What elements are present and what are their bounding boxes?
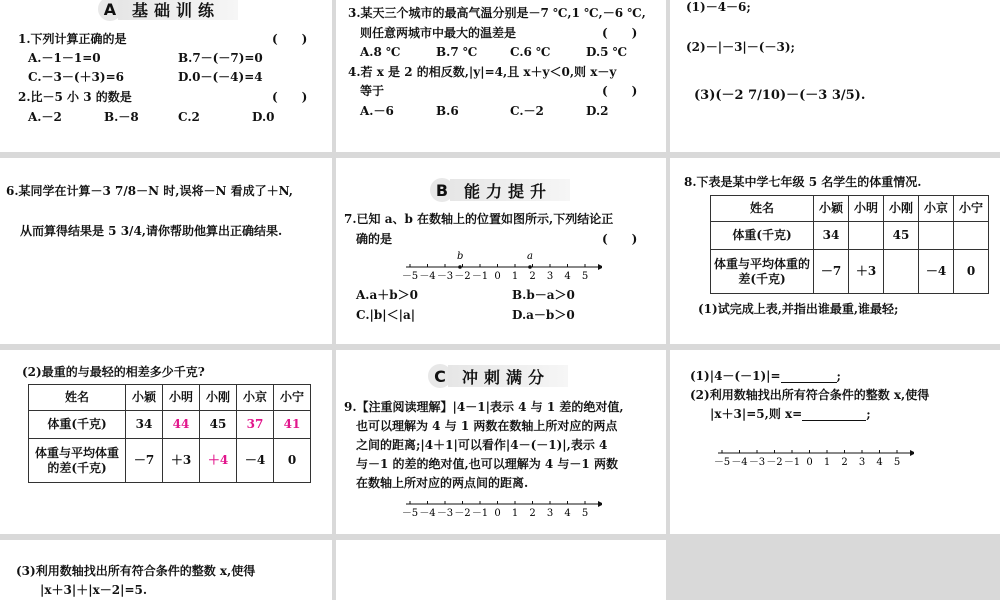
tick-label: 5 [581,508,589,519]
tick-label: －4 [731,457,748,468]
table-header-cell: 小京 [919,196,954,222]
answer-cell: ＋4 [200,439,237,483]
table-cell: －7 [126,439,163,483]
tick-label: 2 [529,271,536,282]
question-9-part-1-text: (1)|4－(－1)|= [690,369,781,383]
option-b: B.7－(－7)=0 [178,51,263,65]
panel-question-6 [0,158,332,344]
weight-table-answered [28,384,311,483]
section-badge: C [428,364,452,388]
panel-basic-training [0,0,332,152]
section-title: 基础训练 [118,0,238,20]
table-header-cell: 小明 [163,385,200,411]
option-b: B.b－a＞0 [512,288,575,302]
section-badge: B [430,178,454,202]
tick-label: －3 [436,271,454,282]
tick-label: －4 [419,271,436,282]
question-4-line-2: 等于 [360,84,385,98]
section-a-header [98,0,238,21]
question-9-part-1 [690,369,841,383]
row-label: 体重(千克) [711,222,814,250]
point-a [528,265,532,269]
table-cell: －4 [919,250,954,294]
question-8-part-1: (1)试完成上表,并指出谁最重,谁最轻; [698,302,899,316]
tick-label: －5 [714,457,731,468]
option-b: B.7 ℃ [436,45,478,59]
question-9-line-4: 与－1 的差的绝对值,也可以理解为 4 与－1 两数 [356,457,618,471]
question-1: 1.下列计算正确的是 [18,32,127,46]
table-cell: 0 [954,250,989,294]
panel-question-8 [670,158,1000,344]
tick-label: 0 [806,457,813,468]
option-c: C.－2 [510,104,544,118]
answer-blank[interactable] [781,382,837,383]
tick-label: －5 [402,508,419,519]
table-cell: 45 [884,222,919,250]
tick-label: 1 [511,271,519,282]
table-cell: －7 [814,250,849,294]
table-header-cell: 小刚 [884,196,919,222]
panel-calculations [670,0,1000,152]
answer-paren: ( ) [272,90,308,104]
tick-label: －2 [766,457,783,468]
answer-paren: ( ) [602,84,638,98]
answer-paren: ( ) [602,26,638,40]
table-cell [954,222,989,250]
panel-sprint [336,350,666,534]
table-header-cell: 小宁 [954,196,989,222]
question-2: 2.比－5 小 3 的数是 [18,90,132,104]
tick-label: －1 [783,457,801,468]
table-cell: ＋3 [849,250,884,294]
table-header-cell: 小宁 [274,385,311,411]
weight-table [710,195,989,294]
label-b: b [457,251,464,262]
table-cell: 0 [274,439,311,483]
panel-questions-3-4 [336,0,666,152]
tick-label: 4 [564,271,571,282]
question-7-line-2: 确的是 [356,232,393,246]
panel-question-9-parts [670,350,1000,534]
tick-label: 0 [494,508,501,519]
option-d: D.0 [252,110,275,124]
table-cell: 34 [126,411,163,439]
panel-blank [336,540,666,600]
question-9-line-5: 在数轴上所对应的两点间的距离. [356,476,529,490]
tick-label: －2 [454,271,471,282]
option-d: D.5 ℃ [586,45,628,59]
option-a: A.－1－1=0 [28,51,101,65]
tick-label: 3 [546,271,554,282]
tick-label: －5 [402,271,419,282]
answer-blank[interactable] [802,420,866,421]
tick-label: 4 [876,457,883,468]
question-3-line-2: 则任意两城市中最大的温差是 [360,26,517,40]
tick-label: 3 [546,508,554,519]
section-title: 能力提升 [450,179,570,201]
row-label: 体重与平均体重的差(千克) [711,250,814,294]
row-label: 体重与平均体重的差(千克) [29,439,126,483]
number-line-q7 [402,246,602,286]
table-cell: －4 [237,439,274,483]
table-header-cell: 姓名 [711,196,814,222]
option-a: A.－2 [28,110,62,124]
option-b: B.－8 [104,110,139,124]
section-c-header [428,364,568,388]
option-d: D.2 [586,104,609,118]
number-line-q9 [402,494,602,524]
option-d: D.0－(－4)=4 [178,70,263,84]
question-9-line-3: 之间的距离;|4＋1|可以看作|4－(－1)|,表示 4 [356,438,608,452]
question-4-line-1: 4.若 x 是 2 的相反数,|y|=4,且 x＋y＜0,则 x－y [348,65,617,79]
answer-paren: ( ) [602,232,638,246]
calculation-3: (3)(－2 7/10)－(－3 3/5). [694,88,866,103]
tick-label: 2 [529,508,536,519]
question-8-part-2: (2)最重的与最轻的相差多少千克? [22,365,205,379]
tick-label: －2 [454,508,471,519]
table-cell: 34 [814,222,849,250]
tick-label: 4 [564,508,571,519]
question-9-line-1: 9.【注重阅读理解】|4－1|表示 4 与 1 差的绝对值, [344,400,624,414]
section-b-header [430,178,570,202]
option-c: C.6 ℃ [510,45,551,59]
table-header-cell: 小明 [849,196,884,222]
option-a: A.－6 [360,104,394,118]
punctuation: ; [866,407,871,421]
table-cell [919,222,954,250]
row-label: 体重(千克) [29,411,126,439]
punctuation: ; [836,369,841,383]
tick-label: 0 [494,271,501,282]
number-line-q9-2 [714,443,914,473]
answer-cell: 44 [163,411,200,439]
table-cell [884,250,919,294]
option-b: B.6 [436,104,459,118]
question-9-part-2-line-1: (2)利用数轴找出所有符合条件的整数 x,使得 [690,388,930,402]
answer-paren: ( ) [272,32,308,46]
question-9-part-3-line-2: |x＋3|＋|x－2|=5. [40,583,148,597]
option-c: C.|b|＜|a| [356,308,416,322]
section-badge: A [98,0,122,21]
option-a: A.a＋b＞0 [356,288,419,302]
question-8: 8.下表是某中学七年级 5 名学生的体重情况. [684,175,922,189]
tick-label: 3 [858,457,866,468]
question-6-line-2: 从而算得结果是 5 3/4,请你帮助他算出正确结果. [20,224,283,238]
tick-label: 5 [581,271,589,282]
table-header-cell: 姓名 [29,385,126,411]
tick-label: －1 [471,271,489,282]
tick-label: －3 [748,457,766,468]
question-9-line-2: 也可以理解为 4 与 1 两数在数轴上所对应的两点 [356,419,618,433]
tick-label: 2 [841,457,848,468]
calculation-1: (1)－4－6; [686,0,751,14]
section-title: 冲刺满分 [448,365,568,387]
panel-question-8-2 [0,350,332,534]
panel-ability [336,158,666,344]
table-header-cell: 小刚 [200,385,237,411]
table-header-cell: 小京 [237,385,274,411]
question-9-part-2-text: |x＋3|=5,则 x= [710,407,803,421]
question-3-line-1: 3.某天三个城市的最高气温分别是－7 ℃,1 ℃,－6 ℃, [348,6,646,20]
table-cell: ＋3 [163,439,200,483]
option-c: C.－3－(＋3)=6 [28,70,124,84]
table-cell [849,222,884,250]
tick-label: 5 [893,457,901,468]
tick-label: －3 [436,508,454,519]
table-cell: 45 [200,411,237,439]
panel-question-9-3 [0,540,332,600]
question-6-line-1: 6.某同学在计算－3 7/8－N 时,误将－N 看成了＋N, [6,184,293,198]
tick-label: －1 [471,508,489,519]
answer-cell: 37 [237,411,274,439]
point-b [458,265,462,269]
table-header-cell: 小颖 [126,385,163,411]
option-a: A.8 ℃ [360,45,401,59]
question-9-part-3-line-1: (3)利用数轴找出所有符合条件的整数 x,使得 [16,564,256,578]
calculation-2: (2)－|－3|－(－3); [686,40,795,54]
option-d: D.a－b＞0 [512,308,575,322]
label-a: a [527,251,533,262]
option-c: C.2 [178,110,200,124]
tick-label: －4 [419,508,436,519]
tick-label: 1 [511,508,519,519]
tick-label: 1 [823,457,831,468]
question-9-part-2-line-2 [710,407,871,421]
answer-cell: 41 [274,411,311,439]
table-header-cell: 小颖 [814,196,849,222]
question-7-line-1: 7.已知 a、b 在数轴上的位置如图所示,下列结论正 [344,212,614,226]
